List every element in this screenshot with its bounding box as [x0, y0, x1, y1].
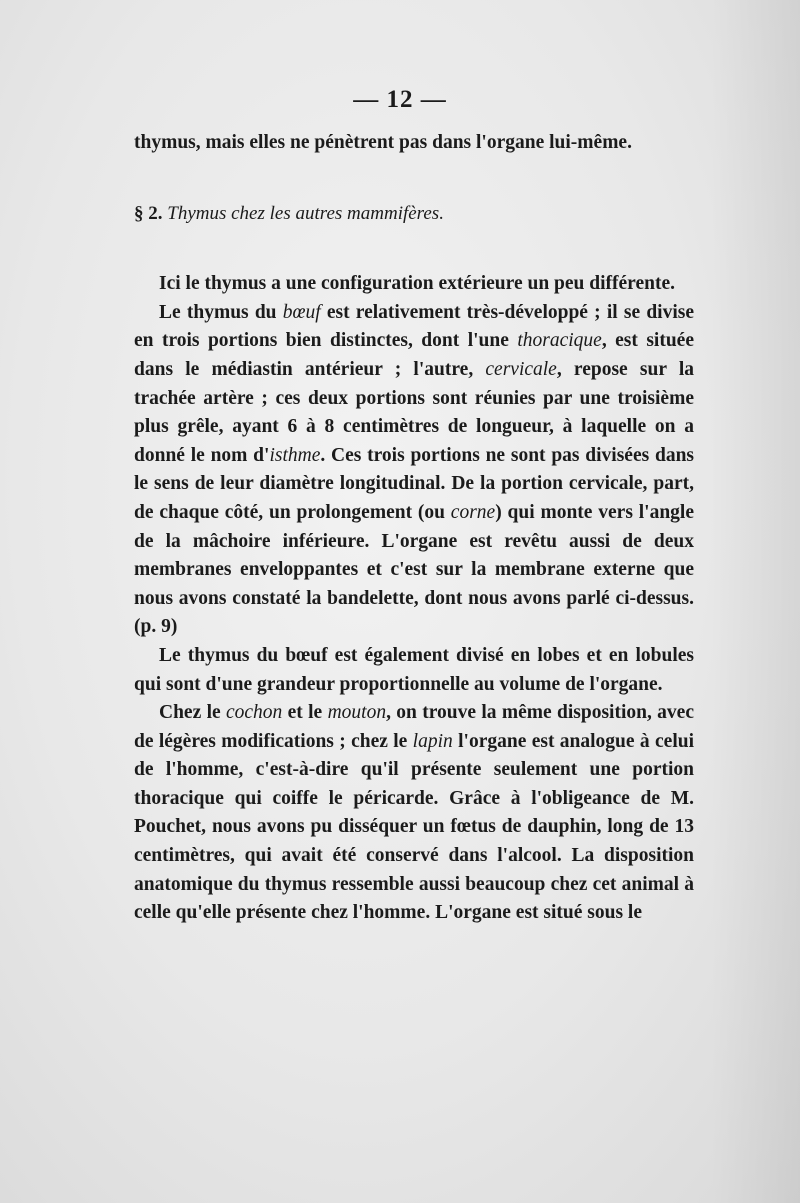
term-boeuf: bœuf: [282, 301, 321, 323]
term-thoracique: thoracique: [517, 330, 602, 352]
page-body: [134, 129, 694, 928]
section-heading: [134, 200, 694, 229]
term-cervicale: cervicale: [485, 358, 557, 380]
paragraph-lobes: Le thymus du bœuf est également divisé en lobes et en lobules qui sont d'une grandeur proportionnelle au volume de l'organe.: [134, 644, 694, 695]
term-mouton: mouton: [327, 702, 387, 724]
term-lapin: lapin: [412, 730, 453, 752]
term-cochon: cochon: [226, 702, 283, 724]
page-edge-shadow: [710, 0, 800, 1203]
continued-paragraph: thymus, mais elles ne pénètrent pas dans l'organe lui-même.: [134, 132, 632, 153]
page-number: — 12 —: [353, 86, 447, 113]
section-title: Thymus chez les autres mammifères.: [167, 202, 444, 224]
term-corne: corne: [450, 501, 496, 523]
term-isthme: isthme: [269, 444, 321, 466]
paragraph-boeuf: Le thymus du bœuf est relativement très-développé ; il se divise en trois portions bien distinctes, dont l'une thoracique, est située dans le médiastin antérieur ; l'autre, cervicale, repose sur la trachée artère ; ces deux portions sont réunies par une troisième plus grêle, ayant 6 à 8 centimètres de longueur, à laquelle on a donné le nom d'isthme. Ces trois portions ne sont pas divisées dans le sens de leur diamètre longitudinal. De la portion cervicale, part, de chaque côté, un prolongement (ou corne) qui monte vers l'angle de la mâchoire inférieure. L'organe est revêtu aussi de deux membranes enveloppantes et c'est sur la membrane externe que nous avons constaté la bandelette, dont nous avons parlé ci-dessus. (p. 9): [134, 301, 695, 638]
paragraph-other-animals: Chez le cochon et le mouton, on trouve la même disposition, avec de légères modifications ; chez le lapin l'organe est analogue à celui de l'homme, c'est-à-dire qu'il présente seulement une portion thoracique qui coiffe le péricarde. Grâce à l'obligeance de M. Pouchet, nous avons pu disséquer un fœtus de dauphin, long de 13 centimètres, qui avait été conservé dans l'alcool. La disposition anatomique du thymus ressemble aussi beaucoup chez cet animal à celle qu'elle présente chez l'homme. L'organe est situé sous le: [134, 702, 694, 924]
paragraph-intro: Ici le thymus a une configuration extérieure un peu différente.: [159, 273, 675, 295]
section-number: § 2.: [134, 202, 163, 224]
